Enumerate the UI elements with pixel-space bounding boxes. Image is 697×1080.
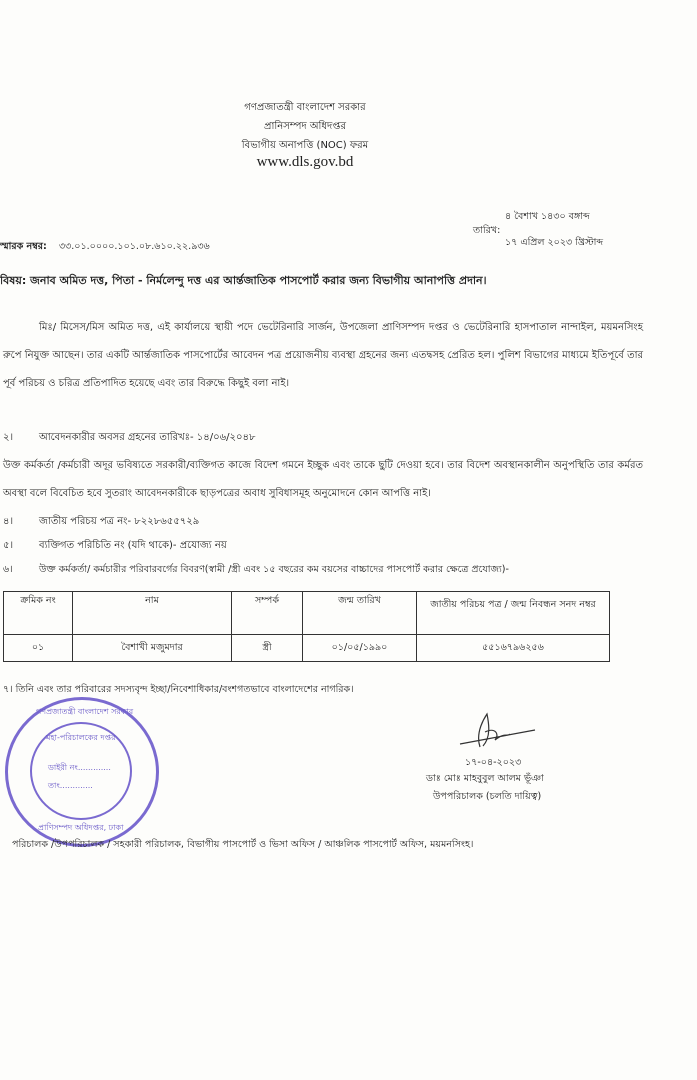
item-text: আবেদনকারীর অবসর গ্রহনের তারিখঃ- ১৪/০৬/২০৪৮	[39, 432, 256, 443]
col-serial: ক্রমিক নং	[4, 592, 73, 635]
stamp-inner-text: মহা-পরিচালকের দপ্তর	[46, 733, 116, 742]
signature-mark	[455, 712, 545, 752]
cell-nid: ৫৫১৬৭৯৬২৫৬	[417, 635, 610, 662]
stamp-bottom-text: প্রাণিসম্পদ অধিদপ্তর, ঢাকা	[38, 823, 124, 832]
memo-label: স্মারক নম্বর:	[0, 241, 47, 252]
body-item-2	[3, 424, 643, 452]
item-text: জাতীয় পরিচয় পত্র নং- ৮২২৮৬৫৫৭২৯	[39, 516, 200, 527]
cell-serial: ০১	[4, 635, 73, 662]
item-number: ৬।	[3, 564, 13, 575]
item-text: ব্যক্তিগত পরিচিতি নং (যদি থাকে)- প্রযোজ্য নয়	[39, 540, 227, 551]
item-text: উক্ত কর্মকর্তা/ কর্মচারীর পরিবারবর্গের বিবরণ(স্বামী /স্ত্রী এবং ১৫ বছরের কম বয়সের বাচ্চাদের পাসপোর্ট করার ক্ষেত্রে প্রযোজ্য)-	[39, 564, 509, 575]
table-row	[4, 635, 610, 662]
memo-value: ৩৩.০১.০০০০.১০১.০৮.৬১০.২২.৯৩৬	[58, 241, 210, 252]
body-paragraph-3: উক্ত কর্মকর্তা /কর্মচারী অদূর ভবিষ্যতে সরকারী/ব্যক্তিগত কাজে বিদেশ গমনে ইচ্ছুক এবং তাকে ছুটি দেওয়া হবে। তার বিদেশ অবস্থানকালীন অনুপস্থিতি তার কর্মরত অবস্থা বলে বিবেচিত হবে সুতরাং আবেদনকারীকে ছাড়পত্রের অবাধ সুবিধাসমূহ অনুমোদনে কোন আপত্তি নাই।	[3, 460, 643, 499]
subject-line: বিষয়: জনাব অমিত দত্ত, পিতা - নির্মলেন্দু দত্ত এর আর্ন্তজাতিক পাসপোর্ট করার জন্য বিভাগীয় আনাপত্তি প্রদান।	[0, 274, 487, 287]
signatory-name: ডাঃ মোঃ মাহবুবুল আলম ভূঁঞা	[426, 773, 544, 784]
signature-date: ১৭-০৪-২০২৩	[465, 757, 522, 768]
stamp-outer-text: গণপ্রজাতন্ত্রী বাংলাদেশ সরকার	[36, 707, 134, 716]
item-number: ৪।	[3, 516, 14, 527]
header-government: গণপ্রজাতন্ত্রী বাংলাদেশ সরকার	[244, 102, 366, 113]
item-number: ৫।	[3, 540, 14, 551]
header-department: প্রানিসম্পদ অধিদপ্তর	[264, 121, 346, 132]
body-paragraph-1: মিঃ/ মিসেস/মিস অমিত দত্ত, এই কার্যালয়ে স্থায়ী পদে ভেটেরিনারি সার্জন, উপজেলা প্রাণিসম্পদ দপ্তর ও ভেটেরিনারি হাসপাতাল নান্দাইল, ময়মনসিংহ রুপে নিযুক্ত আছেন। তার একটি আর্ন্তজাতিক পাসপোর্টের আবেদন পত্র প্রয়োজনীয় ব্যবস্থা গ্রহনের জন্য এতদ্বসহ প্রেরিত হল। পুলিশ বিভাগের মাধ্যমে ইতিপূর্বে তার পূর্ব পরিচয় ও চরিত্র প্রতিপাদিত হয়েছে এবং তার বিরুদ্ধে কিছুই বলা নাই।	[3, 322, 643, 389]
stamp-diary: ডাইরী নং.............	[48, 763, 111, 772]
col-dob: জন্ম তারিখ	[303, 592, 417, 635]
body-item-7: ৭। তিনি এবং তার পরিবারের সদস্যবৃন্দ ইচ্ছা/নিবেশাধিকার/বংশগতভাবে বাংলাদেশের নাগরিক।	[3, 684, 354, 695]
stamp-date: তাং.............	[48, 781, 93, 790]
item-number: ২।	[3, 432, 14, 443]
signatory-designation: উপপরিচালক (চলতি দায়িত্ব)	[433, 791, 542, 802]
memo-number	[0, 240, 210, 255]
date-bangla: ৪ বৈশাখ ১৪৩০ বঙ্গাব্দ	[505, 211, 590, 222]
body-item-6	[3, 556, 643, 584]
footer-recipient: পরিচালক /উপপরিচালক / সহকারী পরিচালক, বিভাগীয় পাসপোর্ট ও ভিসা অফিস / আঞ্চলিক পাসপোর্ট অফিস, ময়মনসিংহ।	[12, 839, 474, 850]
col-relation: সম্পর্ক	[232, 592, 303, 635]
cell-dob: ০১/০৫/১৯৯০	[303, 635, 417, 662]
header-website: www.dls.gov.bd	[256, 154, 354, 170]
office-seal-stamp	[5, 697, 159, 847]
family-table	[3, 591, 610, 662]
header-form-title: বিভাগীয় অনাপত্তি (NOC) ফরম	[241, 140, 369, 151]
date-gregorian: ১৭ এপ্রিল ২০২৩ খ্রিস্টাব্দ	[505, 237, 604, 248]
col-name: নাম	[73, 592, 232, 635]
cell-relation: স্ত্রী	[232, 635, 303, 662]
date-label: তারিখ:	[473, 225, 501, 236]
cell-name: বৈশাখী মজুমদার	[73, 635, 232, 662]
table-header-row	[4, 592, 610, 635]
col-nid: জাতীয় পরিচয় পত্র / জন্ম নিবন্ধন সনদ নম্বর	[417, 592, 610, 635]
